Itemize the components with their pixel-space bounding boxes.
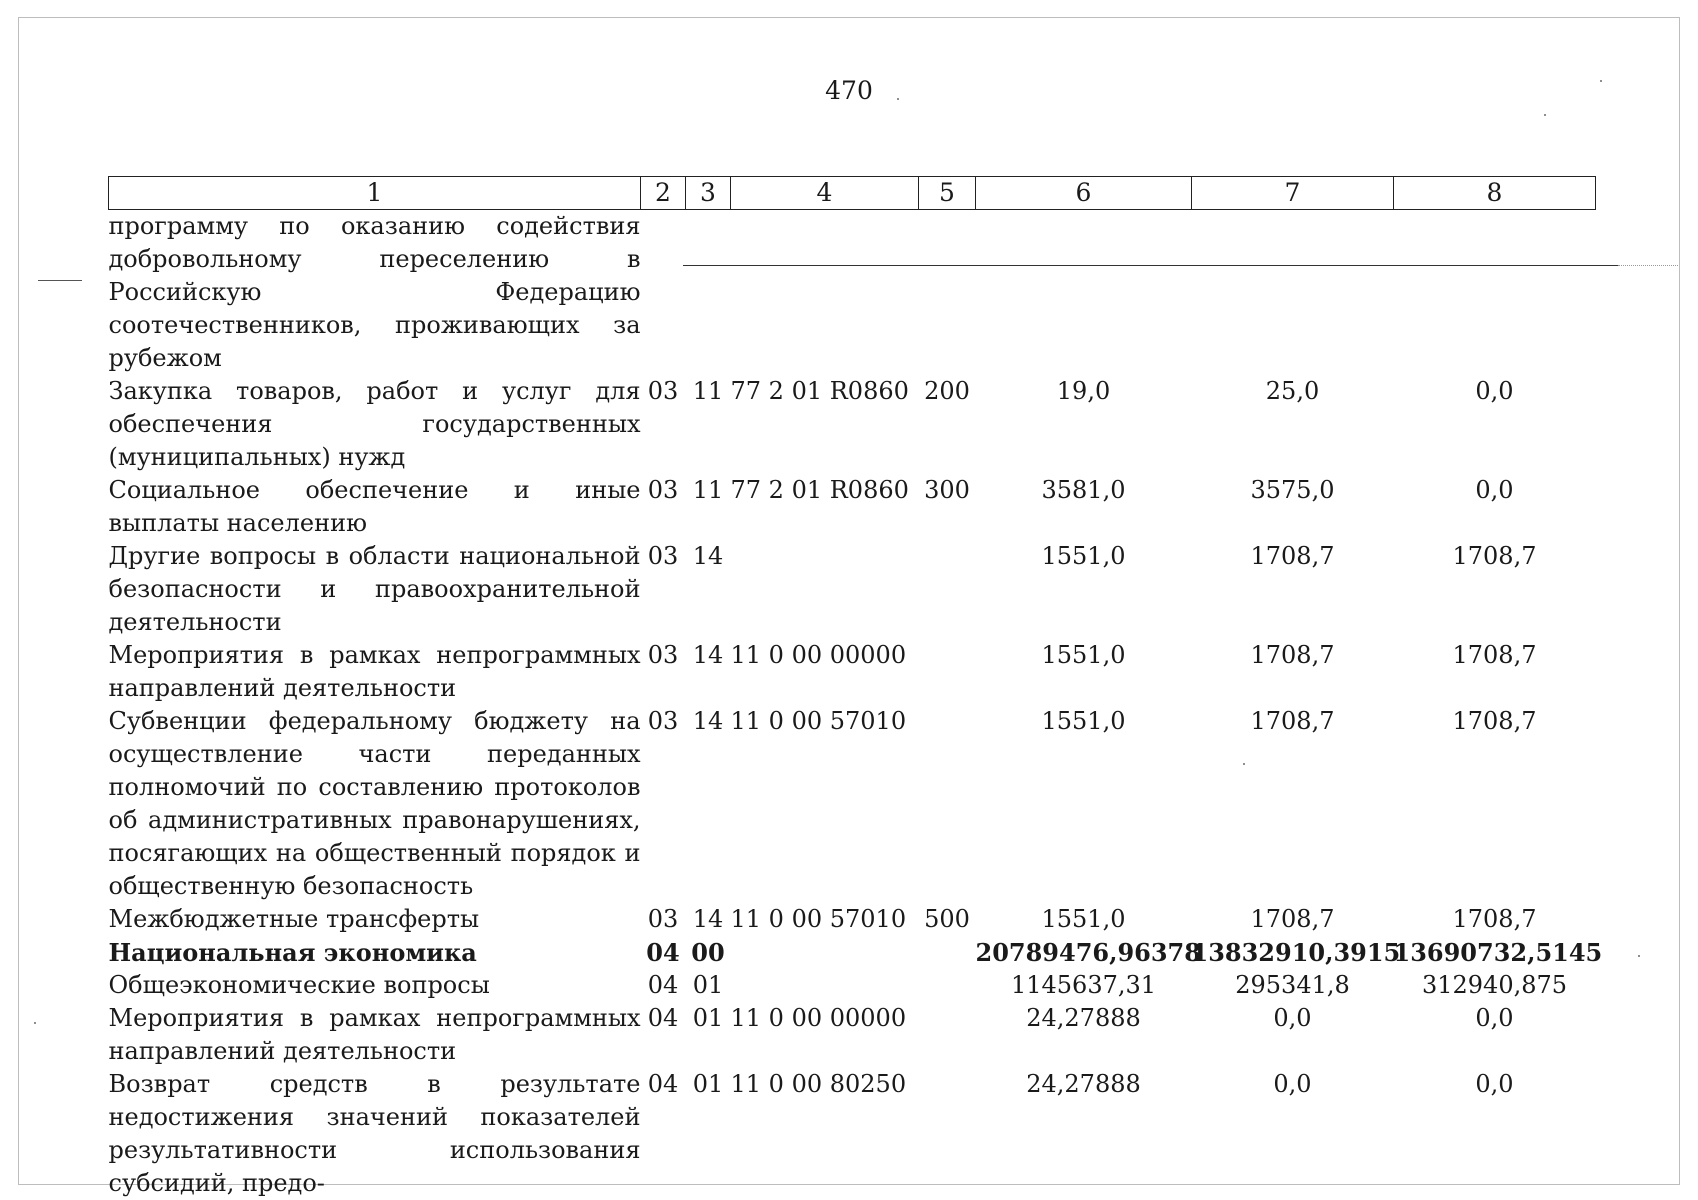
row-name: Социальное обеспечение и иные выплаты населению — [108, 476, 641, 537]
target-article-code — [731, 540, 919, 639]
section-code — [641, 210, 686, 376]
table-row — [109, 210, 1596, 376]
section-code: 03 — [647, 905, 679, 933]
amount-col8: 1708,7 — [1452, 905, 1537, 933]
budget-table — [108, 176, 1603, 1200]
amount-col7: 1708,7 — [1250, 542, 1335, 570]
amount-col7 — [1192, 210, 1394, 376]
amount-col7: 0,0 — [1273, 1004, 1312, 1032]
column-header: 6 — [976, 177, 1192, 210]
amount-col6: 24,27888 — [1026, 1070, 1141, 1098]
expense-type-code: 500 — [924, 905, 970, 933]
expense-type-code — [919, 936, 976, 969]
table-body — [108, 210, 1603, 1200]
amount-col8 — [1394, 210, 1596, 376]
column-header: 4 — [731, 177, 919, 210]
row-name: Другие вопросы в области национальной безопасности и правоохранительной деятельности — [108, 542, 641, 636]
amount-col8: 1708,7 — [1452, 707, 1537, 735]
section-code: 03 — [647, 542, 679, 570]
amount-col7: 295341,8 — [1235, 971, 1350, 999]
target-article-code: 11 0 00 57010 — [730, 707, 907, 735]
amount-col8: 312940,875 — [1421, 971, 1568, 999]
cross-out-line-tail — [1618, 265, 1678, 266]
amount-col6: 1551,0 — [1041, 641, 1126, 669]
amount-col6: 1551,0 — [1041, 542, 1126, 570]
column-header: 1 — [109, 177, 641, 210]
subsection-code — [686, 210, 731, 376]
subsection-code: 14 — [692, 542, 724, 570]
amount-col6: 24,27888 — [1026, 1004, 1141, 1032]
subsection-code: 14 — [692, 707, 724, 735]
section-code: 04 — [647, 971, 679, 999]
expense-type-code — [919, 210, 976, 376]
amount-col7: 13832910,3915 — [1191, 938, 1401, 967]
column-header: 7 — [1192, 177, 1394, 210]
expense-type-code — [919, 1068, 976, 1200]
amount-col8: 0,0 — [1475, 377, 1514, 405]
table-row — [109, 969, 1596, 1002]
expense-type-code: 200 — [924, 377, 970, 405]
amount-col7: 25,0 — [1265, 377, 1320, 405]
expense-type-code — [919, 639, 976, 705]
table-row — [109, 705, 1596, 903]
table-row — [109, 1002, 1596, 1068]
amount-col7: 1708,7 — [1250, 641, 1335, 669]
expense-type-code — [919, 969, 976, 1002]
subsection-code: 14 — [692, 641, 724, 669]
table-row — [109, 474, 1596, 540]
target-article-code: 77 2 01 R0860 — [730, 377, 909, 405]
expense-type-code: 300 — [924, 476, 970, 504]
section-code: 04 — [647, 1070, 679, 1098]
subsection-code: 01 — [692, 971, 724, 999]
section-code: 03 — [647, 707, 679, 735]
target-article-code: 11 0 00 00000 — [730, 1004, 907, 1032]
table-header-row — [109, 177, 1596, 210]
row-name: Закупка товаров, работ и услуг для обеспечения государственных (муниципальных) нужд — [108, 377, 641, 471]
row-name: Возврат средств в результате недостижения значений показателей результативности использования субсидий, предо- — [108, 1070, 641, 1197]
scan-speck — [1638, 955, 1640, 957]
target-article-code: 77 2 01 R0860 — [730, 476, 909, 504]
subsection-code: 00 — [691, 938, 725, 967]
amount-col6: 1145637,31 — [1010, 971, 1157, 999]
target-article-code: 11 0 00 57010 — [730, 905, 907, 933]
amount-col6: 1551,0 — [1041, 905, 1126, 933]
target-article-code: 11 0 00 80250 — [730, 1070, 907, 1098]
subsection-code: 01 — [692, 1004, 724, 1032]
table-row — [109, 540, 1596, 639]
page-number: 470 — [825, 76, 873, 105]
scan-speck — [1544, 114, 1546, 116]
row-name: Мероприятия в рамках непрограммных направлений деятельности — [108, 641, 641, 702]
subsection-code: 01 — [692, 1070, 724, 1098]
amount-col7: 3575,0 — [1250, 476, 1335, 504]
table-row — [109, 375, 1596, 474]
margin-mark — [38, 280, 82, 281]
target-article-code — [731, 936, 919, 969]
column-header: 8 — [1394, 177, 1596, 210]
amount-col7: 1708,7 — [1250, 905, 1335, 933]
expense-type-code — [919, 540, 976, 639]
amount-col8: 0,0 — [1475, 1070, 1514, 1098]
amount-col8: 0,0 — [1475, 1004, 1514, 1032]
section-code: 03 — [647, 476, 679, 504]
row-name: Субвенции федеральному бюджету на осуществление части переданных полномочий по составлению протоколов об административных правонарушениях, посягающих на общественный порядок и общественную безопасность — [108, 707, 641, 900]
section-code: 03 — [647, 377, 679, 405]
expense-type-code — [919, 1002, 976, 1068]
amount-col6 — [976, 210, 1192, 376]
row-name: программу по оказанию содействия добровольному переселению в Российскую Федерацию соотечественников, проживающих за рубежом — [108, 212, 641, 372]
column-header: 2 — [641, 177, 686, 210]
target-article-code — [731, 969, 919, 1002]
amount-col6: 1551,0 — [1041, 707, 1126, 735]
table-row — [109, 903, 1596, 936]
subsection-code: 11 — [692, 476, 724, 504]
amount-col8: 1708,7 — [1452, 641, 1537, 669]
section-code: 03 — [647, 641, 679, 669]
amount-col6: 19,0 — [1056, 377, 1111, 405]
amount-col8: 13690732,5145 — [1393, 938, 1603, 967]
row-name: Национальная экономика — [108, 938, 477, 967]
scan-speck — [34, 1022, 36, 1024]
table-row — [109, 936, 1596, 969]
amount-col6: 20789476,96378 — [975, 938, 1201, 967]
amount-col8: 0,0 — [1475, 476, 1514, 504]
target-article-code: 11 0 00 00000 — [730, 641, 907, 669]
section-code: 04 — [647, 1004, 679, 1032]
subsection-code: 14 — [692, 905, 724, 933]
subsection-code: 11 — [692, 377, 724, 405]
table-row — [109, 639, 1596, 705]
row-name: Межбюджетные трансферты — [108, 905, 480, 933]
amount-col8: 1708,7 — [1452, 542, 1537, 570]
section-code: 04 — [646, 938, 680, 967]
table-row — [109, 1068, 1596, 1200]
amount-col7: 1708,7 — [1250, 707, 1335, 735]
target-article-code — [731, 210, 919, 376]
row-name: Общеэкономические вопросы — [108, 971, 490, 999]
expense-type-code — [919, 705, 976, 903]
amount-col6: 3581,0 — [1041, 476, 1126, 504]
row-name: Мероприятия в рамках непрограммных направлений деятельности — [108, 1004, 641, 1065]
column-header: 3 — [686, 177, 731, 210]
column-header: 5 — [919, 177, 976, 210]
amount-col7: 0,0 — [1273, 1070, 1312, 1098]
